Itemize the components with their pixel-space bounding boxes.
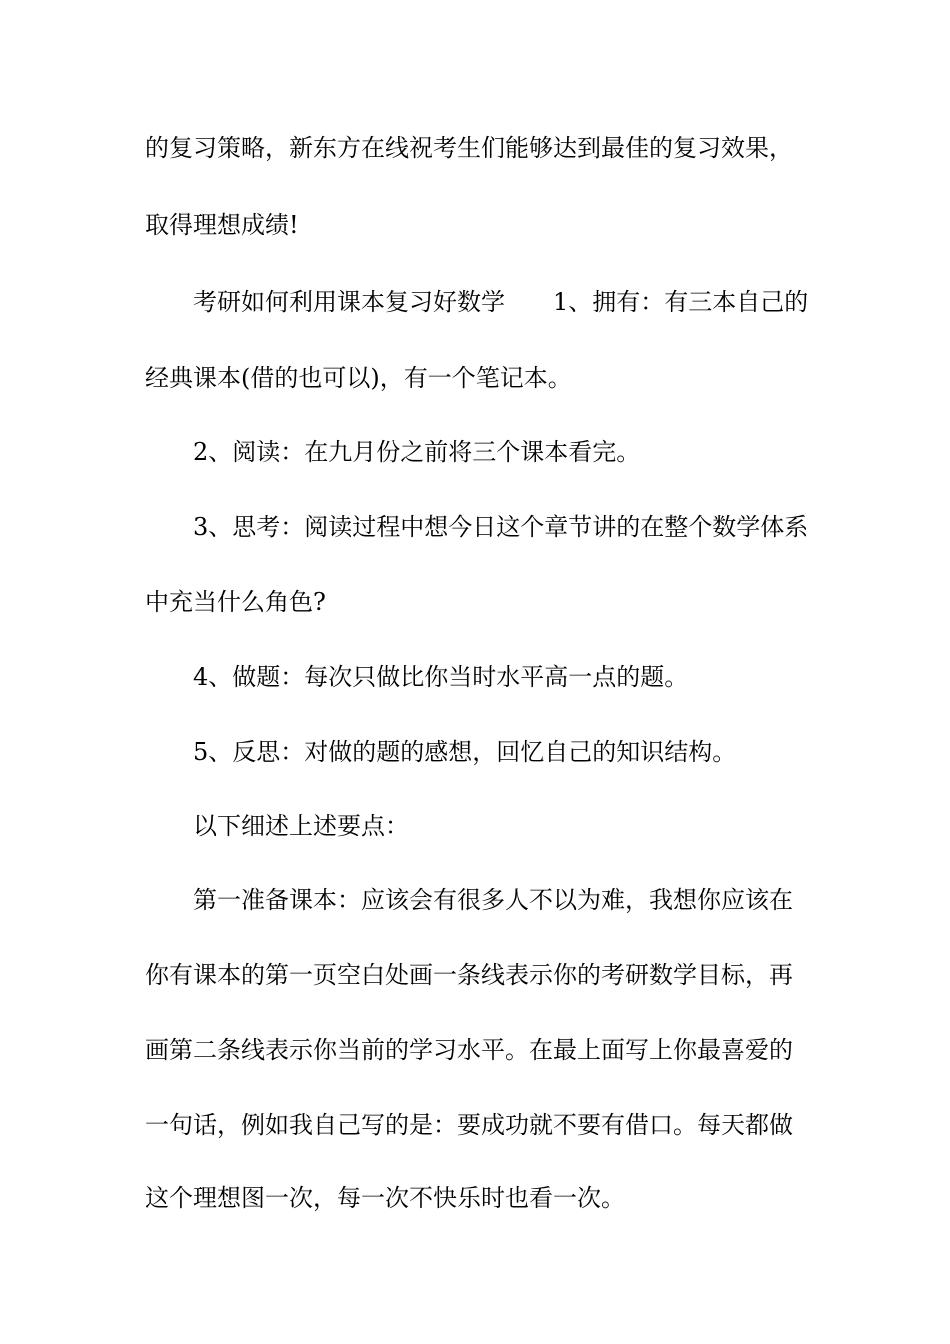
text-line: 1、拥有：有三本自己的 [553,288,809,316]
paragraph-line-11 [0,880,950,920]
text-line: 这个理想图一次，每一次不快乐时也看一次。 [145,1184,625,1212]
text-line: 5、反思：对做的题的感想，回忆自己的知识结构。 [193,738,737,766]
text-line: 经典课本(借的也可以)，有一个笔记本。 [145,364,572,392]
paragraph-line-4 [0,358,950,398]
text-line: 画第二条线表示你当前的学习水平。在最上面写上你最喜爱的 [145,1036,793,1064]
paragraph-line-8 [0,657,950,697]
text-line: 一句话，例如我自己写的是：要成功就不要有借口。每天都做 [145,1111,793,1139]
paragraph-line-3 [0,282,950,322]
text-line: 以下细述上述要点： [193,812,409,840]
paragraph-line-5 [0,432,950,472]
paragraph-line-2 [0,205,950,245]
text-line: 3、思考：阅读过程中想今日这个章节讲的在整个数学体系 [193,513,809,541]
text-line: 2、阅读：在九月份之前将三个课本看完。 [193,438,641,466]
paragraph-line-9 [0,732,950,772]
paragraph-line-14 [0,1105,950,1145]
paragraph-line-15 [0,1178,950,1218]
text-line: 中充当什么角色? [145,588,326,616]
text-line: 你有课本的第一页空白处画一条线表示你的考研数学目标，再 [145,961,793,989]
paragraph-line-1 [0,128,950,168]
paragraph-line-10 [0,806,950,846]
paragraph-line-7 [0,582,950,622]
paragraph-line-12 [0,955,950,995]
text-line: 4、做题：每次只做比你当时水平高一点的题。 [193,663,689,691]
text-line: 的复习策略，新东方在线祝考生们能够达到最佳的复习效果， [145,134,793,162]
paragraph-line-13 [0,1030,950,1070]
text-line: 取得理想成绩! [145,211,299,239]
paragraph-line-6 [0,507,950,547]
text-line: 第一准备课本：应该会有很多人不以为难，我想你应该在 [193,886,793,914]
section-heading: 考研如何利用课本复习好数学 [193,288,505,316]
